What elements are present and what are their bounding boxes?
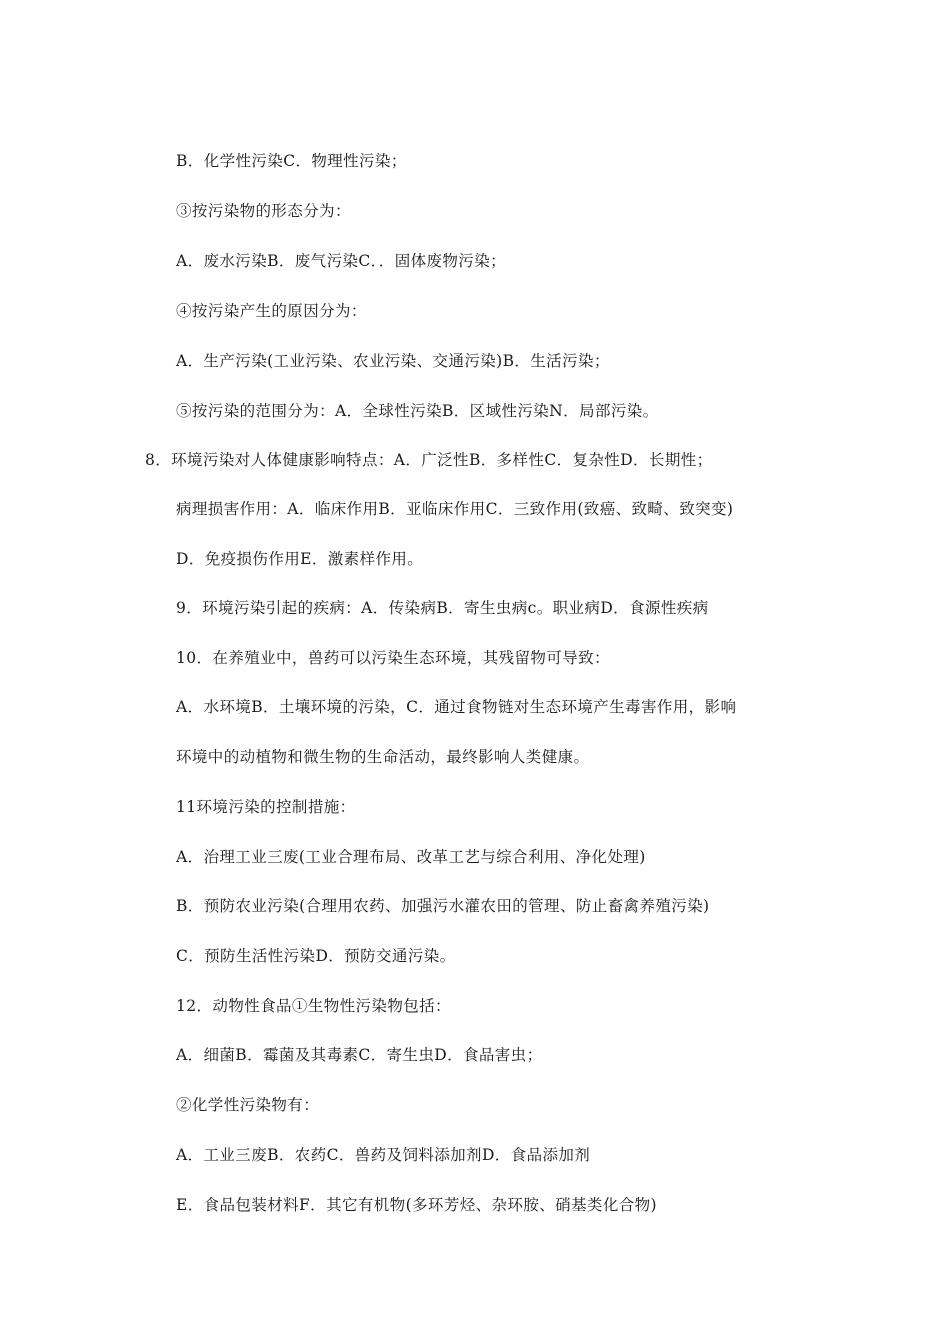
text-line: D．免疫损伤作用E．激素样作用。 xyxy=(176,550,424,568)
text-line: A．生产污染(工业污染、农业污染、交通污染)B．生活污染； xyxy=(176,352,610,370)
text-line: 10．在养殖业中，兽药可以污染生态环境，其残留物可导致： xyxy=(176,649,610,667)
text-line: A．细菌B．霉菌及其毒素C．寄生虫D．食品害虫； xyxy=(176,1046,543,1064)
text-line: ②化学性污染物有： xyxy=(176,1096,320,1114)
text-line: C．预防生活性污染D．预防交通污染。 xyxy=(176,947,456,965)
text-line: 病理损害作用：A．临床作用B．亚临床作用C．三致作用(致癌、致畸、致突变) xyxy=(176,500,734,518)
text-line: A．废水污染B．废气污染C．．固体废物污染； xyxy=(176,252,506,270)
text-line: A．工业三废B．农药C．兽药及饲料添加剂D．食品添加剂 xyxy=(176,1146,591,1164)
text-line: E．食品包装材料F．其它有机物(多环芳烃、杂环胺、硝基类化合物) xyxy=(176,1196,657,1214)
text-line: ③按污染物的形态分为： xyxy=(176,202,351,220)
text-line: 12．动物性食品①生物性污染物包括： xyxy=(176,997,451,1015)
text-line: ④按污染产生的原因分为： xyxy=(176,302,367,320)
text-line: 环境中的动植物和微生物的生命活动，最终影响人类健康。 xyxy=(176,748,590,766)
text-line: B．预防农业污染(合理用农药、加强污水灌农田的管理、防止畜禽养殖污染) xyxy=(176,897,710,915)
text-line: A．治理工业三废(工业合理布局、改革工艺与综合利用、净化处理) xyxy=(176,848,646,866)
text-line: 11环境污染的控制措施： xyxy=(176,798,356,816)
text-line: ⑤按污染的范围分为：A．全球性污染B．区域性污染N．局部污染。 xyxy=(176,402,659,420)
text-line: B．化学性污染C．物理性污染； xyxy=(176,152,407,170)
text-line: A．水环境B．土壤环境的污染，C．通过食物链对生态环境产生毒害作用，影响 xyxy=(176,698,737,716)
text-line: 9．环境污染引起的疾病：A．传染病B．寄生虫病c。职业病D．食源性疾病 xyxy=(176,599,709,617)
text-line: 8．环境污染对人体健康影响特点：A．广泛性B．多样性C．复杂性D．长期性； xyxy=(145,451,713,469)
